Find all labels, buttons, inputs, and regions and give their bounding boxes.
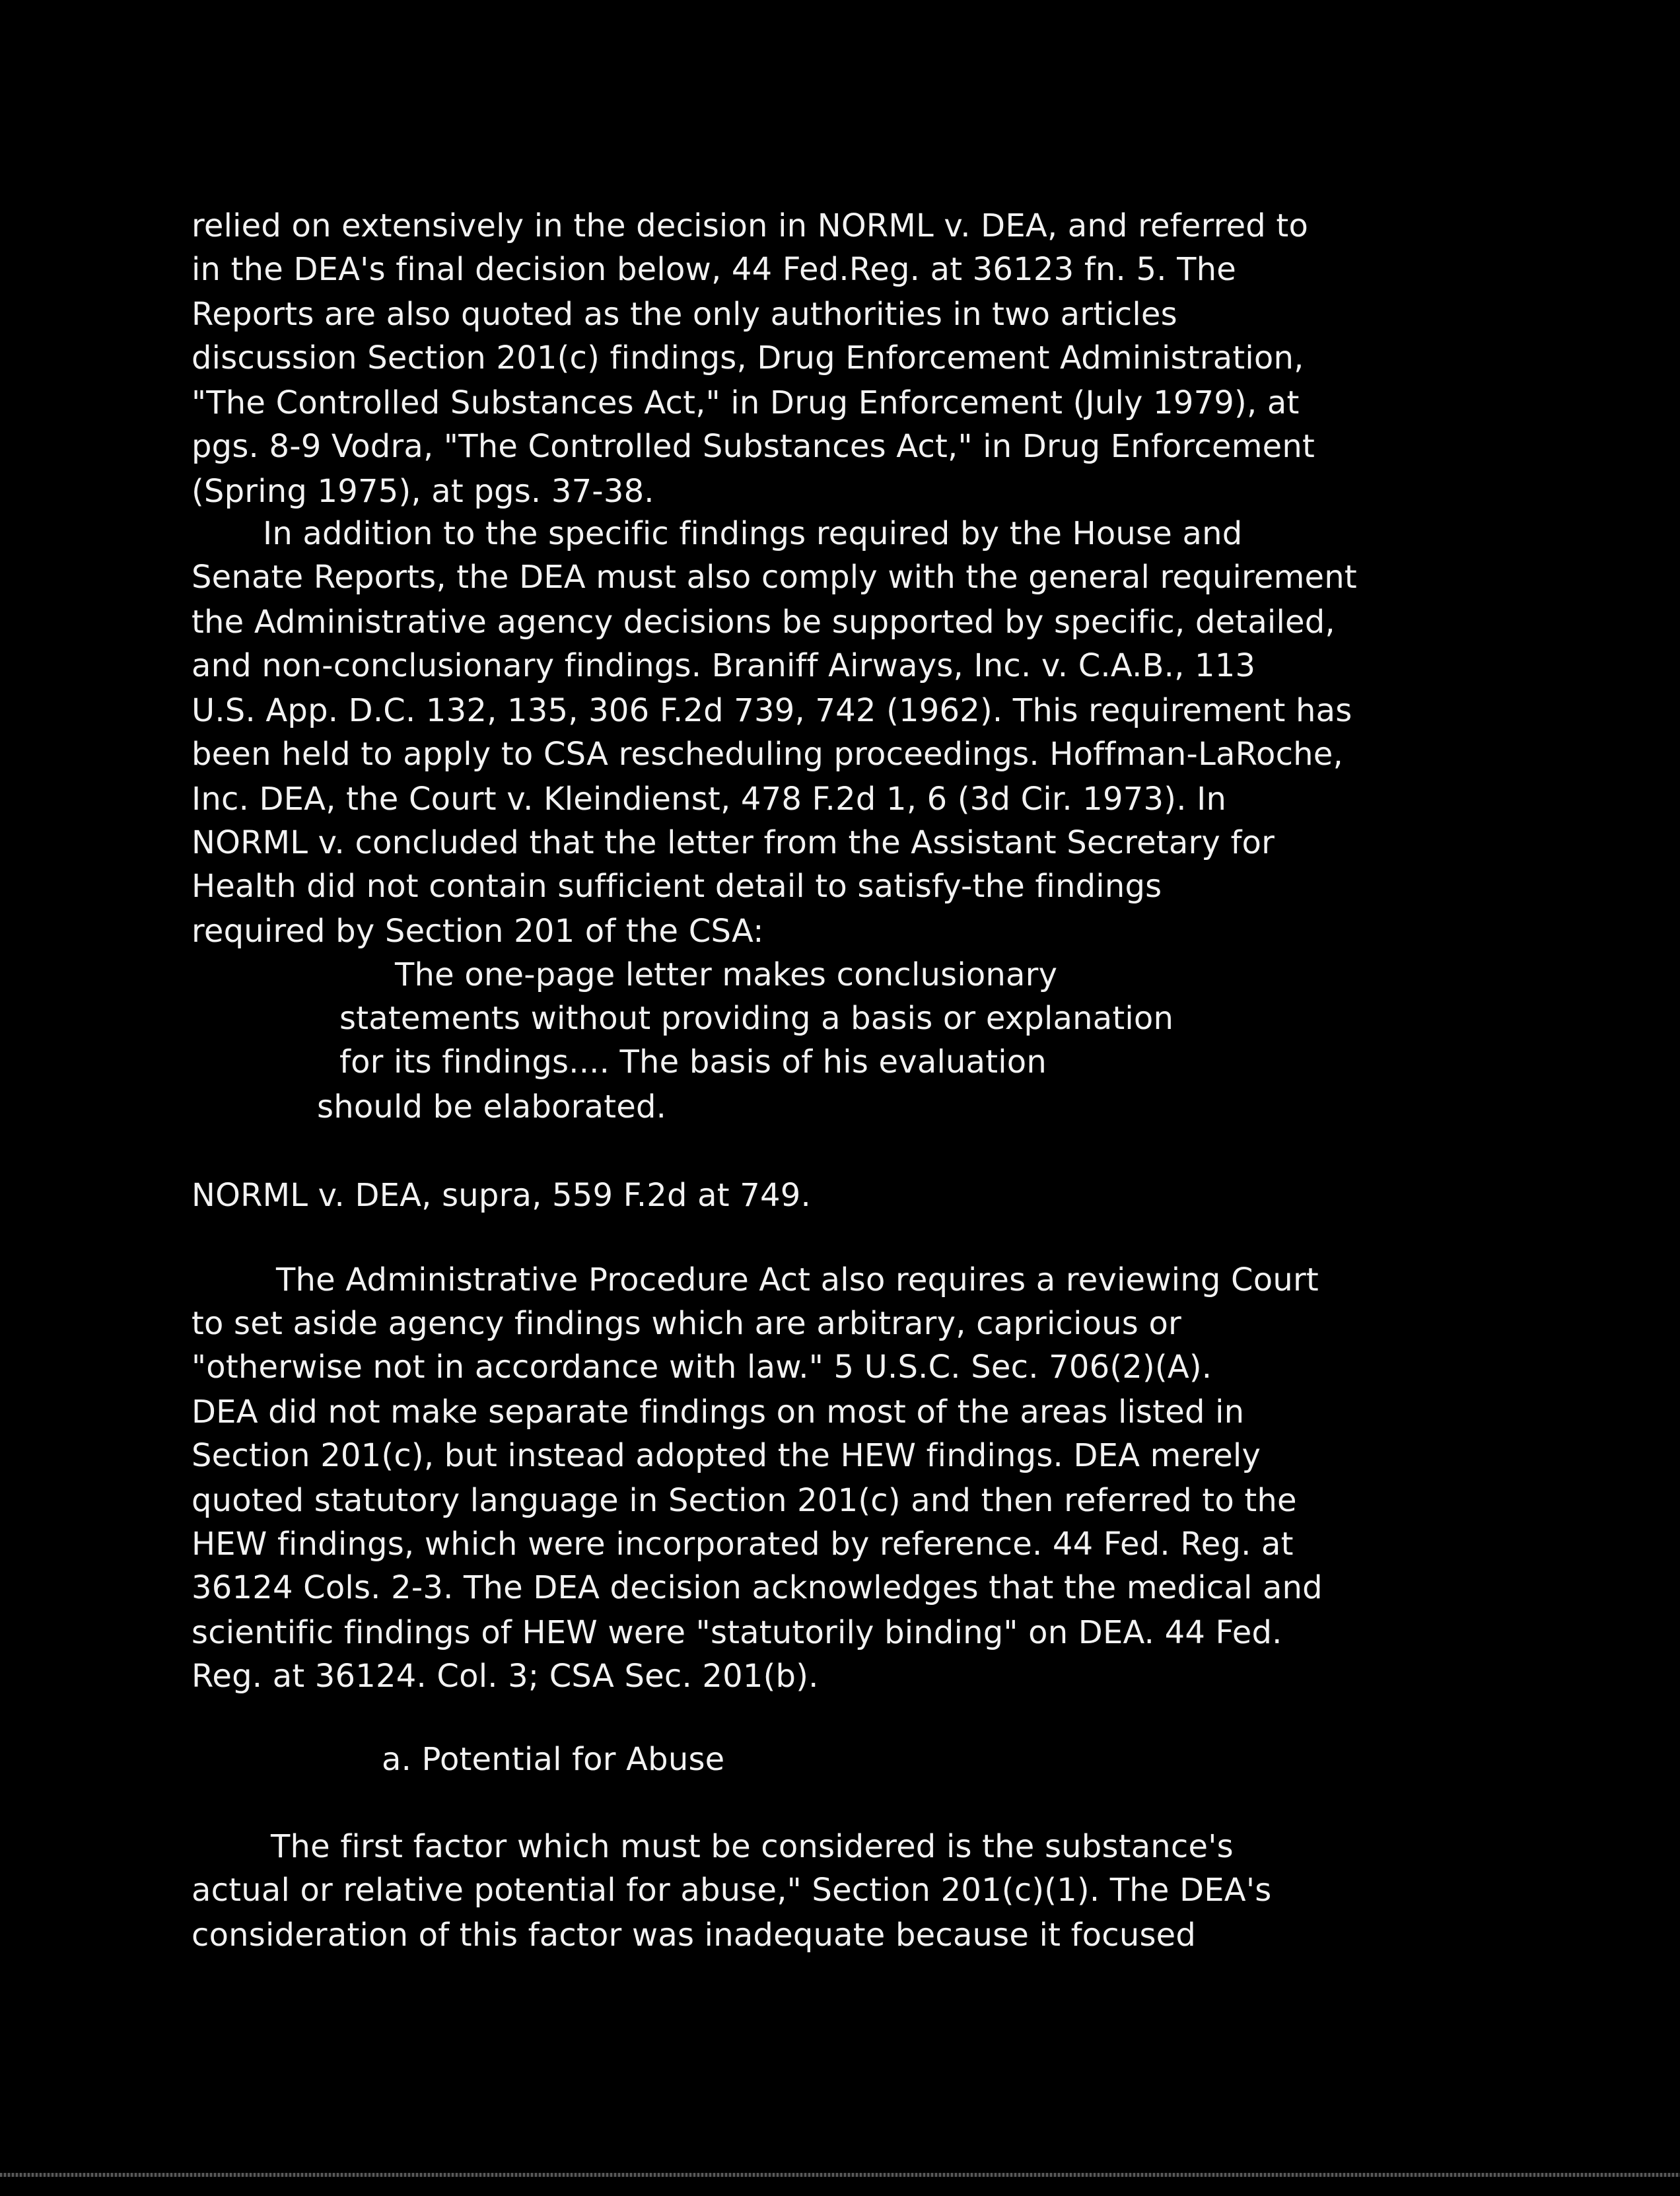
text-line: required by Section 201 of the CSA:	[192, 913, 764, 950]
quote-line: should be elaborated.	[317, 1088, 667, 1125]
text-line: Health did not contain sufficient detail to satisfy-the findings	[192, 868, 1162, 905]
scan-bottom-edge	[0, 2173, 1680, 2177]
text-line: actual or relative potential for abuse," Section 201(c)(1). The DEA's	[192, 1872, 1272, 1909]
text-line: scientific findings of HEW were "statutorily binding" on DEA. 44 Fed.	[192, 1614, 1282, 1651]
text-line: and non-conclusionary findings. Braniff Airways, Inc. v. C.A.B., 113	[192, 647, 1256, 684]
text-line: (Spring 1975), at pgs. 37-38.	[192, 473, 654, 510]
text-line: Senate Reports, the DEA must also comply with the general requirement	[192, 559, 1357, 596]
citation: NORML v. DEA, supra, 559 F.2d at 749.	[192, 1177, 811, 1214]
text-line: NORML v. concluded that the letter from the Assistant Secretary for	[192, 824, 1275, 861]
text-line: DEA did not make separate findings on most of the areas listed in	[192, 1394, 1245, 1431]
text-line: pgs. 8-9 Vodra, "The Controlled Substances Act," in Drug Enforcement	[192, 428, 1315, 465]
text-line: the Administrative agency decisions be supported by specific, detailed,	[192, 604, 1335, 641]
text-line: relied on extensively in the decision in NORML v. DEA, and referred to	[192, 207, 1309, 244]
quote-line: The one-page letter makes conclusionary	[395, 956, 1058, 993]
text-line: "otherwise not in accordance with law." 5 U.S.C. Sec. 706(2)(A).	[192, 1349, 1212, 1386]
text-line: 36124 Cols. 2-3. The DEA decision acknowledges that the medical and	[192, 1569, 1323, 1606]
text-line: Inc. DEA, the Court v. Kleindienst, 478 F.2d 1, 6 (3d Cir. 1973). In	[192, 781, 1227, 818]
text-line: Section 201(c), but instead adopted the HEW findings. DEA merely	[192, 1437, 1261, 1474]
quote-line: statements without providing a basis or explanation	[339, 1000, 1174, 1037]
text-line: Reg. at 36124. Col. 3; CSA Sec. 201(b).	[192, 1658, 819, 1695]
text-line: "The Controlled Substances Act," in Drug Enforcement (July 1979), at	[192, 384, 1300, 421]
quote-line: for its findings.... The basis of his evaluation	[339, 1044, 1047, 1080]
text-line: The Administrative Procedure Act also requires a reviewing Court	[276, 1261, 1319, 1298]
text-line: U.S. App. D.C. 132, 135, 306 F.2d 739, 742 (1962). This requirement has	[192, 692, 1352, 729]
text-line: HEW findings, which were incorporated by reference. 44 Fed. Reg. at	[192, 1526, 1294, 1563]
text-line: discussion Section 201(c) findings, Drug Enforcement Administration,	[192, 339, 1304, 376]
section-subheading: a. Potential for Abuse	[382, 1741, 725, 1778]
text-line: to set aside agency findings which are arbitrary, capricious or	[192, 1305, 1181, 1342]
text-line: consideration of this factor was inadequate because it focused	[192, 1917, 1197, 1954]
text-line: Reports are also quoted as the only authorities in two articles	[192, 296, 1177, 333]
text-line: In addition to the specific findings required by the House and	[263, 515, 1243, 552]
text-line: in the DEA's final decision below, 44 Fed.Reg. at 36123 fn. 5. The	[192, 251, 1236, 288]
text-line: been held to apply to CSA rescheduling proceedings. Hoffman-LaRoche,	[192, 736, 1343, 773]
text-line: The first factor which must be considered is the substance's	[271, 1828, 1234, 1865]
text-line: quoted statutory language in Section 201(c) and then referred to the	[192, 1482, 1297, 1519]
